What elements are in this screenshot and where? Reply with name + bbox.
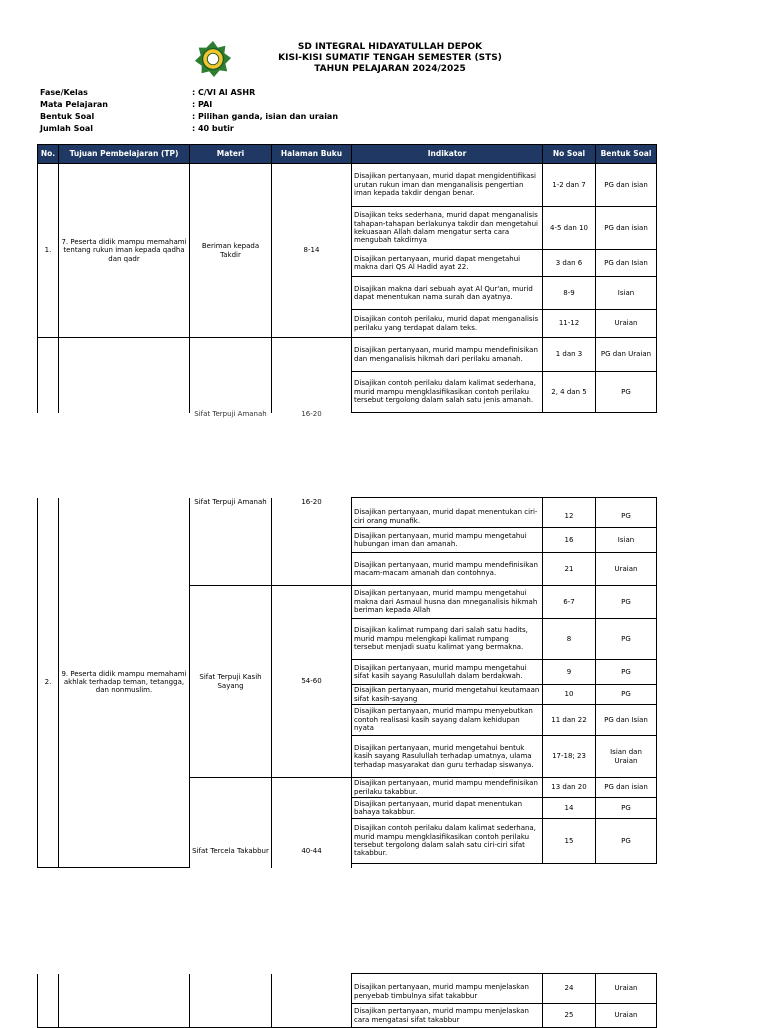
no-soal: 21 <box>543 553 596 586</box>
school-name: SD INTEGRAL HIDAYATULLAH DEPOK <box>297 42 483 52</box>
indikator: Disajikan pertanyaan, murid mampu mendefinisikan perilaku takabbur. <box>352 778 543 798</box>
col-header-tp: Tujuan Pembelajaran (TP) <box>59 145 190 164</box>
indikator: Disajikan pertanyaan, murid mengetahui bentuk kasih sayang Rasulullah terhadap umatnya, ulama terhadap masyarakat dan guru terhadap siswanya. <box>352 736 543 778</box>
kisi-table-page-3 <box>37 973 657 1028</box>
no-soal: 11 dan 22 <box>543 705 596 736</box>
no-soal: 1 dan 3 <box>543 338 596 372</box>
meta-label-bentuk: Bentuk Soal <box>40 112 95 121</box>
col-header-materi: Materi <box>190 145 272 164</box>
materi-amanah-text: Sifat Terpuji Amanah <box>194 497 267 506</box>
indikator: Disajikan pertanyaan, murid mampu mengetahui hubungan iman dan amanah. <box>352 528 543 553</box>
bentuk-soal: PG <box>596 798 657 819</box>
page-1 <box>0 0 768 418</box>
halaman-kasih-sayang: 54-60 <box>272 586 352 778</box>
document-title: KISI-KISI SUMATIF TENGAH SEMESTER (STS) <box>278 53 502 63</box>
halaman-cut-text: 16-20 <box>301 410 322 419</box>
indikator: Disajikan pertanyaan, murid mampu mengetahui makna dari Asmaul husna dan mneganalisis hikmah beriman kepada Allah <box>352 586 543 619</box>
halaman-cut <box>272 338 352 419</box>
bentuk-soal: Uraian <box>596 553 657 586</box>
indikator: Disajikan pertanyaan, murid mampu menjelaskan cara mengatasi sifat takabbur <box>352 1004 543 1028</box>
no-soal: 8-9 <box>543 277 596 310</box>
bentuk-soal: PG dan isian <box>596 778 657 798</box>
kisi-table-page-2 <box>37 497 657 868</box>
halaman-buku: 8-14 <box>272 164 352 338</box>
no-soal: 17-18; 23 <box>543 736 596 778</box>
empty-cell <box>352 864 657 868</box>
bentuk-soal: PG dan Uraian <box>596 338 657 372</box>
indikator: Disajikan pertanyaan, murid mampu menyebutkan contoh realisasi kasih sayang dalam kehidupan nyata <box>352 705 543 736</box>
bentuk-soal: PG <box>596 498 657 528</box>
no-soal: 9 <box>543 660 596 685</box>
indikator: Disajikan makna dari sebuah ayat Al Qur'an, murid dapat menentukan nama surah dan ayatnya. <box>352 277 543 310</box>
no-soal: 8 <box>543 619 596 660</box>
materi-cut <box>190 338 272 419</box>
bentuk-soal: Isian <box>596 528 657 553</box>
bentuk-soal: Uraian <box>596 974 657 1004</box>
bentuk-soal: PG <box>596 372 657 413</box>
no-soal: 12 <box>543 498 596 528</box>
bentuk-soal: Uraian <box>596 1004 657 1028</box>
school-logo-icon <box>194 40 232 78</box>
empty-cell <box>272 974 352 1028</box>
no-soal: 14 <box>543 798 596 819</box>
table-row <box>38 164 657 207</box>
empty-cell <box>38 974 59 1028</box>
indikator: Disajikan teks sederhana, murid dapat menganalisis tahapan-tahapan berlakunya takdir dan mengetahui kekuasaan Allah dalam mengatur serta cara mengubah takdirnya <box>352 207 543 250</box>
col-header-bentuk-soal: Bentuk Soal <box>596 145 657 164</box>
indikator: Disajikan pertanyaan, murid mengetahui keutamaan sifat kasih-sayang <box>352 685 543 705</box>
tujuan-pembelajaran: 9. Peserta didik mampu memahami akhlak terhadap teman, tetangga, dan nonmuslim. <box>59 498 190 868</box>
no-soal: 15 <box>543 819 596 864</box>
materi-takabbur: Sifat Tercela Takabbur <box>190 778 272 864</box>
bentuk-soal: PG dan isian <box>596 164 657 207</box>
materi-kasih-sayang: Sifat Terpuji Kasih Sayang <box>190 586 272 778</box>
no-soal: 1-2 dan 7 <box>543 164 596 207</box>
empty-cell <box>59 338 190 413</box>
bentuk-soal: PG <box>596 586 657 619</box>
bentuk-soal: Uraian <box>596 310 657 338</box>
materi-amanah <box>190 498 272 586</box>
indikator: Disajikan pertanyaan, murid dapat menentukan ciri-ciri orang munafik. <box>352 498 543 528</box>
bentuk-soal: PG <box>596 660 657 685</box>
meta-value-bentuk: : Pilihan ganda, isian dan uraian <box>192 112 339 121</box>
meta-value-jumlah: : 40 butir <box>192 124 234 133</box>
empty-cell <box>272 864 352 868</box>
meta-value-mapel: : PAI <box>192 100 213 109</box>
col-header-no: No. <box>38 145 59 164</box>
no-soal: 6-7 <box>543 586 596 619</box>
no-soal: 2, 4 dan 5 <box>543 372 596 413</box>
no-soal: 11-12 <box>543 310 596 338</box>
page-2 <box>0 497 768 875</box>
indikator: Disajikan contoh perilaku dalam kalimat sederhana, murid mampu mengklasifikasikan contoh perilaku tersebut tergolong dalam salah satu ciri-ciri sifat takabbur. <box>352 819 543 864</box>
col-header-indikator: Indikator <box>352 145 543 164</box>
no-soal: 25 <box>543 1004 596 1028</box>
bentuk-soal: Isian dan Uraian <box>596 736 657 778</box>
empty-cell <box>59 974 190 1028</box>
col-header-halaman: Halaman Buku <box>272 145 352 164</box>
indikator: Disajikan pertanyaan, murid mampu mendefinisikan macam-macam amanah dan contohnya. <box>352 553 543 586</box>
bentuk-soal: PG <box>596 685 657 705</box>
indikator: Disajikan pertanyaan, murid dapat menentukan bahaya takabbur. <box>352 798 543 819</box>
no-soal: 13 dan 20 <box>543 778 596 798</box>
bentuk-soal: PG <box>596 819 657 864</box>
indikator: Disajikan pertanyaan, murid mampu mengetahui sifat kasih sayang Rasulullah dalam berdakwah. <box>352 660 543 685</box>
indikator: Disajikan kalimat rumpang dari salah satu hadits, murid mampu melengkapi kalimat rumpang tersebut menjadi suatu kalimat yang bermakna. <box>352 619 543 660</box>
tujuan-pembelajaran: 7. Peserta didik mampu memahami tentang rukun iman kepada qadha dan qadr <box>59 164 190 338</box>
indikator: Disajikan pertanyaan, murid mampu mendefinisikan dan menganalisis hikmah dari perilaku amanah. <box>352 338 543 372</box>
halaman-amanah <box>272 498 352 586</box>
bentuk-soal: PG dan Isian <box>596 250 657 277</box>
bentuk-soal: Isian <box>596 277 657 310</box>
bentuk-soal: PG <box>596 619 657 660</box>
no-soal: 10 <box>543 685 596 705</box>
halaman-takabbur: 40-44 <box>272 778 352 864</box>
indikator: Disajikan pertanyaan, murid dapat mengetahui makna dari QS Al Hadid ayat 22. <box>352 250 543 277</box>
indikator: Disajikan contoh perilaku dalam kalimat sederhana, murid mampu mengklasifikasikan contoh perilaku tersebut tergolong dalam salah satu jenis amanah. <box>352 372 543 413</box>
academic-year: TAHUN PELAJARAN 2024/2025 <box>314 64 466 74</box>
no-soal: 16 <box>543 528 596 553</box>
bentuk-soal: PG dan Isian <box>596 705 657 736</box>
materi: Beriman kepada Takdir <box>190 164 272 338</box>
no-soal: 24 <box>543 974 596 1004</box>
empty-cell <box>190 974 272 1028</box>
halaman-amanah-text: 16-20 <box>301 497 322 506</box>
no-soal: 4-5 dan 10 <box>543 207 596 250</box>
bentuk-soal: PG dan isian <box>596 207 657 250</box>
materi-cut-text: Sifat Terpuji Amanah <box>194 410 267 419</box>
indikator: Disajikan pertanyaan, murid dapat mengidentifikasi urutan rukun iman dan menganalisis pengertian iman kepada takdir dengan benar. <box>352 164 543 207</box>
indikator: Disajikan pertanyaan, murid mampu menjelaskan penyebab timbulnya sifat takabbur <box>352 974 543 1004</box>
indikator: Disajikan contoh perilaku, murid dapat menganalisis perilaku yang terdapat dalam teks. <box>352 310 543 338</box>
meta-label-kelas: Fase/Kelas <box>40 88 88 97</box>
meta-label-mapel: Mata Pelajaran <box>40 100 108 109</box>
table-row <box>38 498 657 528</box>
table-row <box>38 338 657 372</box>
row-number: 2. <box>38 498 59 868</box>
kisi-table-page-1 <box>37 144 657 419</box>
empty-cell <box>38 338 59 413</box>
row-number: 1. <box>38 164 59 338</box>
no-soal: 3 dan 6 <box>543 250 596 277</box>
table-header-row <box>38 145 657 164</box>
empty-cell <box>190 864 272 868</box>
meta-label-jumlah: Jumlah Soal <box>40 124 94 133</box>
col-header-no-soal: No Soal <box>543 145 596 164</box>
meta-value-kelas: : C/VI Al ASHR <box>192 88 256 97</box>
page-3 <box>0 972 768 1024</box>
table-row <box>38 974 657 1004</box>
